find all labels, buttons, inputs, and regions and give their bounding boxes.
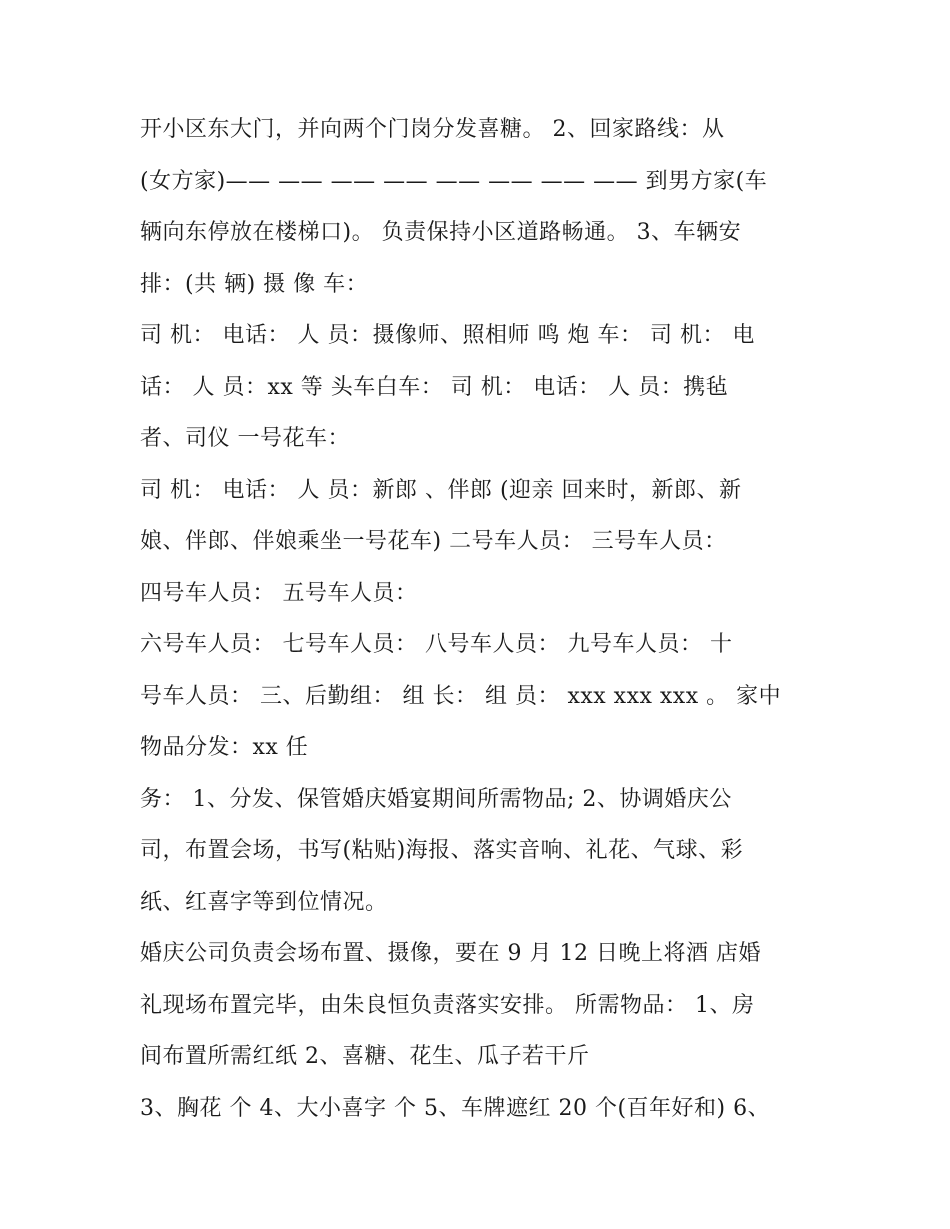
text-line: 3、胸花 个 4、大小喜字 个 5、车牌遮红 20 个(百年好和) 6、	[140, 1095, 771, 1121]
text-line: 务： 1、分发、保管婚庆婚宴期间所需物品; 2、协调婚庆公	[140, 786, 732, 812]
text-line: 号车人员： 三、后勤组： 组 长： 组 员： xxx xxx xxx 。 家中	[140, 683, 782, 709]
text-line: 间布置所需红纸 2、喜糖、花生、瓜子若干斤	[140, 1044, 590, 1069]
text-line: 司 机： 电话： 人 员：摄像师、照相师 鸣 炮 车： 司 机： 电	[140, 323, 755, 348]
text-line: 司，布置会场，书写(粘贴)海报、落实音响、礼花、气球、彩	[140, 838, 744, 863]
text-line: 礼现场布置完毕，由朱良恒负责落实安排。 所需物品： 1、房	[140, 992, 755, 1018]
text-line: 婚庆公司负责会场布置、摄像，要在 9 月 12 日晚上将酒 店婚	[140, 941, 761, 966]
text-line: 六号车人员： 七号车人员： 八号车人员： 九号车人员： 十	[140, 632, 733, 657]
text-line: 辆向东停放在楼梯口)。 负责保持小区道路畅通。 3、车辆安	[140, 220, 742, 245]
text-line: 话： 人 员：xx 等 头车白车： 司 机： 电话： 人 员：携毡	[140, 374, 729, 400]
document-body	[140, 104, 812, 1134]
text-line: 者、司仪 一号花车：	[140, 426, 350, 451]
text-line: 司 机： 电话： 人 员：新郎 、伴郎 (迎亲 回来时，新郎、新	[140, 477, 742, 503]
text-line: (女方家)—— —— —— —— —— —— —— —— 到男方家(车	[140, 168, 768, 194]
text-line: 开小区东大门，并向两个门岗分发喜糖。 2、回家路线：从	[140, 117, 725, 142]
text-line: 排：(共 辆) 摄 像 车：	[140, 271, 369, 297]
text-line: 娘、伴郎、伴娘乘坐一号花车) 二号车人员： 三号车人员：	[140, 529, 727, 554]
text-line: 纸、红喜字等到位情况。	[140, 889, 388, 915]
text-line: 四号车人员： 五号车人员：	[140, 580, 418, 606]
text-line: 物品分发：xx 任	[140, 735, 309, 760]
